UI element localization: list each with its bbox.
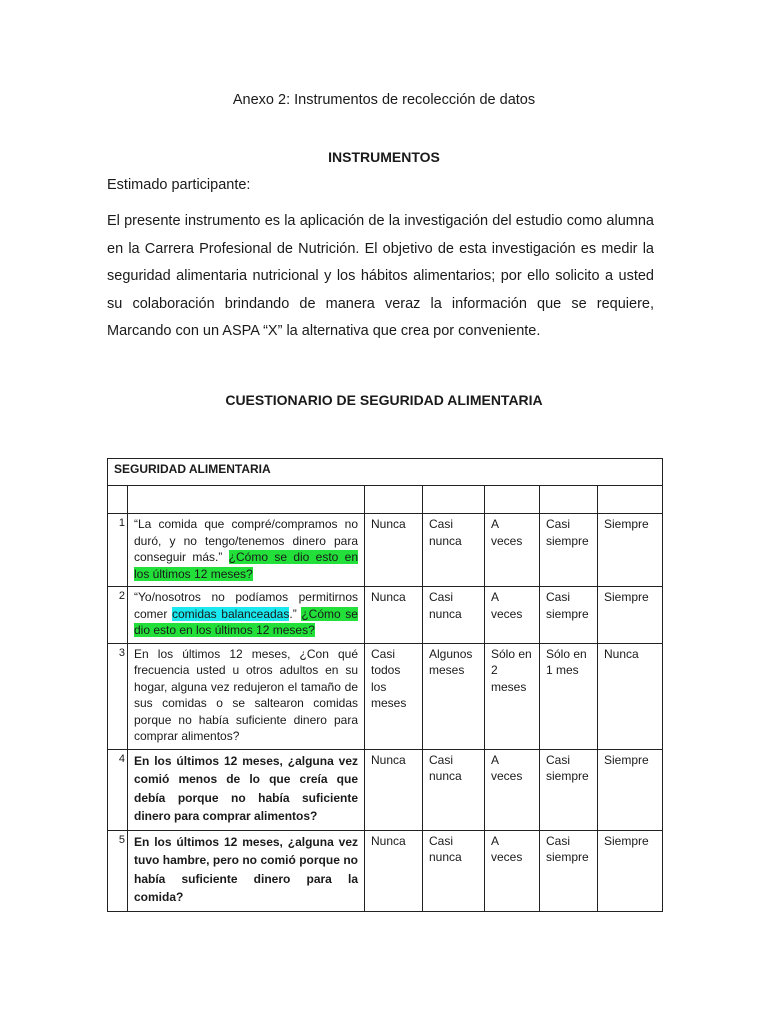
highlighted-text: comidas balanceadas [171, 606, 290, 621]
question-number: 2 [108, 587, 128, 644]
option-cell[interactable]: Algunos meses [423, 643, 485, 749]
question-text: En los últimos 12 meses, ¿alguna vez tuvo hambre, pero no comió porque no había suficiente dinero para la comida? [128, 830, 365, 911]
option-cell[interactable]: Sólo en 1 mes [540, 643, 598, 749]
option-cell[interactable]: Casi todos los meses [365, 643, 423, 749]
table-row [108, 749, 663, 830]
option-cell[interactable]: Nunca [365, 514, 423, 587]
option-cell[interactable]: Siempre [598, 587, 663, 644]
option-cell[interactable]: A veces [485, 587, 540, 644]
option-cell[interactable]: A veces [485, 514, 540, 587]
intro-paragraph: El presente instrumento es la aplicación de la investigación del estudio como alumna en la Carrera Profesional de Nutrición. El objetivo de esta investigación es medir la seguridad alimentaria nutricional y los hábitos alimentarios; por ello solicito a usted su colaboración brindando de manera veraz la información que se requiere, Marcando con un ASPA “X” la alternativa que crea por conveniente. [107, 213, 654, 339]
option-cell[interactable]: Nunca [365, 587, 423, 644]
greeting: Estimado participante: [107, 177, 251, 193]
annex-title: Anexo 2: Instrumentos de recolección de datos [232, 92, 536, 108]
highlighted-text: ¿Cómo se dio esto en los últimos 12 meses? [134, 606, 358, 637]
option-cell[interactable]: Sólo en 2 meses [485, 643, 540, 749]
question-text: “La comida que compré/compramos no duró, y no tengo/tenemos dinero para conseguir más.” ¿Cómo se dio esto en los últimos 12 meses? [128, 514, 365, 587]
table-row [108, 587, 663, 644]
table-row [108, 514, 663, 587]
question-number: 3 [108, 643, 128, 749]
option-cell[interactable]: Nunca [365, 749, 423, 830]
option-cell[interactable]: Nunca [598, 643, 663, 749]
table-row [108, 643, 663, 749]
table-header-row [108, 459, 663, 486]
question-number: 1 [108, 514, 128, 587]
option-cell[interactable]: Siempre [598, 514, 663, 587]
highlighted-text: ¿Cómo se dio esto en los últimos 12 meses? [134, 550, 358, 581]
option-cell[interactable]: A veces [485, 749, 540, 830]
question-text: En los últimos 12 meses, ¿alguna vez comió menos de lo que creía que debía porque no había suficiente dinero para comprar alimentos? [128, 749, 365, 830]
table-blank-row [108, 486, 663, 514]
option-cell[interactable]: Nunca [365, 830, 423, 911]
food-security-table [107, 458, 663, 912]
instruments-heading: INSTRUMENTOS [328, 149, 440, 165]
questionnaire-heading: CUESTIONARIO DE SEGURIDAD ALIMENTARIA [225, 392, 543, 408]
question-number: 4 [108, 749, 128, 830]
option-cell[interactable]: Casi siempre [540, 514, 598, 587]
option-cell[interactable]: Casi nunca [423, 587, 485, 644]
table-row [108, 830, 663, 911]
question-text: “Yo/nosotros no podíamos permitirnos comer comidas balanceadas.” ¿Cómo se dio esto en los últimos 12 meses? [128, 587, 365, 644]
option-cell[interactable]: Casi nunca [423, 830, 485, 911]
option-cell[interactable]: Casi siempre [540, 587, 598, 644]
option-cell[interactable]: Casi nunca [423, 514, 485, 587]
question-text: En los últimos 12 meses, ¿Con qué frecuencia usted u otros adultos en su hogar, alguna vez redujeron el tamaño de sus comidas o se saltearon comidas porque no había suficiente dinero para comprar alimentos? [128, 643, 365, 749]
option-cell[interactable]: Siempre [598, 830, 663, 911]
option-cell[interactable]: Siempre [598, 749, 663, 830]
option-cell[interactable]: Casi nunca [423, 749, 485, 830]
option-cell[interactable]: Casi siempre [540, 749, 598, 830]
section-title: SEGURIDAD ALIMENTARIA [108, 459, 663, 486]
option-cell[interactable]: Casi siempre [540, 830, 598, 911]
question-number: 5 [108, 830, 128, 911]
option-cell[interactable]: A veces [485, 830, 540, 911]
